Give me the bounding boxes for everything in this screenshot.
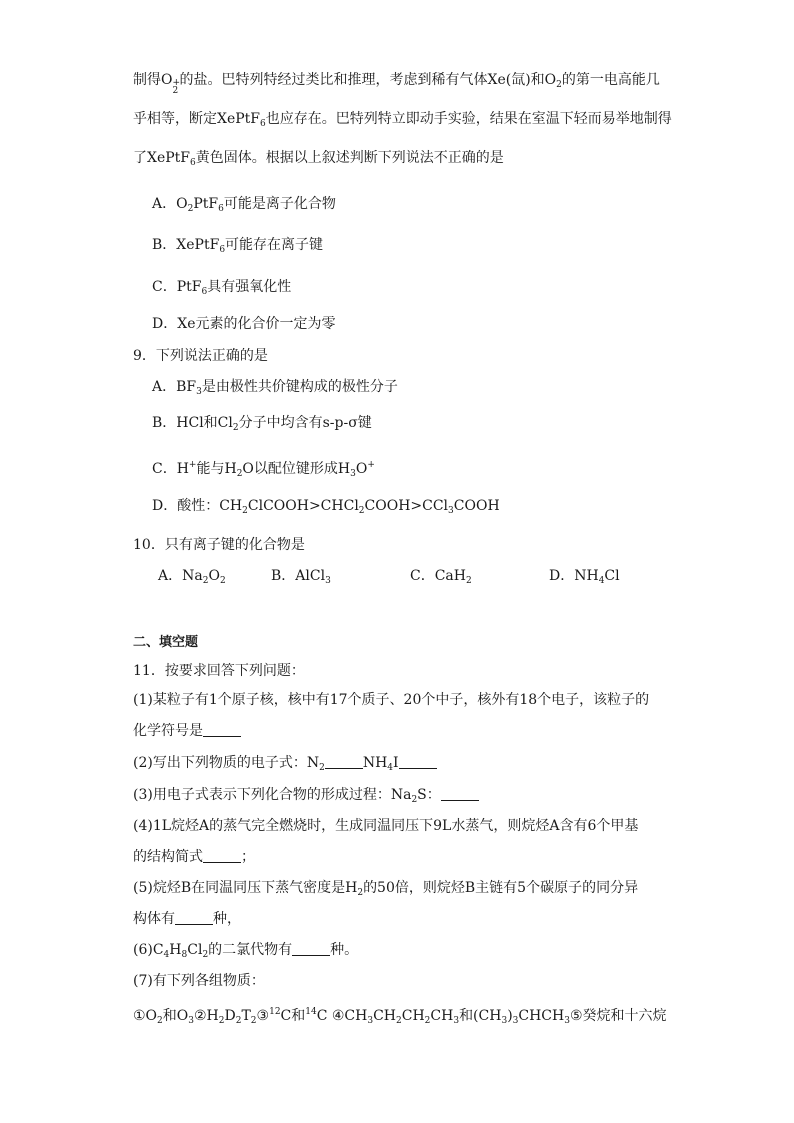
sup: 14 — [305, 1007, 317, 1017]
text: D．NH — [549, 568, 599, 584]
text: (6)C — [133, 942, 164, 958]
text: CHCH — [518, 1008, 565, 1024]
text: 的第一电高能几 — [561, 72, 660, 88]
q11-part-7-list — [133, 1002, 667, 1031]
sub: 3 — [501, 1016, 508, 1026]
text: 构体有 — [133, 911, 175, 927]
sub: 2 — [556, 80, 562, 90]
sub: 2 — [236, 469, 243, 479]
text: Cl — [604, 568, 620, 584]
sub: 2 — [358, 506, 365, 516]
text: 也应存在。巴特列特立即动手实验，结果在室温下轻而易举地制得 — [265, 111, 672, 127]
sub: 2 — [235, 1016, 242, 1026]
text: B．AlCl — [271, 568, 326, 584]
text: 可能存在离子键 — [225, 237, 324, 253]
text: O — [208, 568, 220, 584]
sup: + — [172, 78, 181, 88]
text: C．H — [152, 461, 189, 477]
text: 乎相等，断定XePtF — [133, 111, 261, 127]
q9-option-b — [152, 413, 372, 438]
q11-part-1-line-1: (1)某粒子有1个原子核，核中有17个质子、20个中子，核外有18个电子，该粒子的 — [133, 692, 650, 708]
text: ) — [507, 1008, 513, 1024]
text: B．XePtF — [152, 237, 220, 253]
q11-part-2 — [133, 753, 437, 778]
q10-stem: 10．只有离子键的化合物是 — [133, 537, 305, 553]
intro-line-2 — [133, 109, 672, 134]
sup: 12 — [269, 1007, 281, 1017]
q10-option-b — [271, 566, 331, 591]
sub: 6 — [218, 204, 224, 214]
q8-option-d — [152, 314, 335, 334]
text: NH — [362, 755, 388, 771]
text: PtF — [193, 196, 219, 212]
text: C ④CH — [316, 1008, 368, 1024]
sub: 6 — [190, 158, 196, 168]
sub: 3 — [448, 506, 454, 516]
sub: 2 — [319, 763, 325, 773]
sub: 3 — [512, 1016, 519, 1026]
sub: 3 — [188, 1016, 194, 1026]
q9-stem: 9．下列说法正确的是 — [133, 348, 268, 364]
sub: 2 — [157, 1016, 163, 1026]
q8-option-b — [152, 235, 323, 260]
sub: 2 — [411, 795, 418, 805]
text: 种。 — [330, 942, 359, 958]
text: 化学符号是 — [133, 723, 203, 739]
text: Cl — [187, 942, 203, 958]
answer-blank[interactable] — [399, 754, 437, 769]
text: 是由极性共价键构成的极性分子 — [201, 379, 398, 395]
text: C和 — [280, 1008, 306, 1024]
answer-blank[interactable] — [441, 786, 479, 801]
text: 的盐。巴特列特经过类比和推理，考虑到稀有气体Xe(氙)和O — [179, 72, 557, 88]
sub: 2 — [232, 423, 239, 433]
sub: 3 — [453, 1016, 460, 1026]
text: 分子中均含有s-p-σ键 — [238, 415, 372, 431]
sub: 2 — [357, 888, 364, 898]
text: CH — [430, 1008, 454, 1024]
text: D．Xe元素的化合价一定为零 — [152, 316, 336, 332]
sub: 8 — [181, 950, 188, 960]
text: ③ — [256, 1008, 270, 1024]
text: O — [355, 461, 368, 477]
text: 能与H — [196, 461, 237, 477]
intro-line-3 — [133, 148, 504, 173]
sup: + — [367, 460, 375, 470]
text: D．酸性：CH — [152, 498, 243, 514]
text: ClCOOH>CHCl — [247, 498, 359, 514]
answer-blank[interactable] — [203, 722, 241, 737]
sub: 2 — [187, 204, 194, 214]
sub: 6 — [260, 119, 266, 129]
q11-part-3 — [133, 785, 479, 810]
text: A．BF — [152, 379, 197, 395]
sub: 2 — [218, 1016, 225, 1026]
text: S： — [417, 787, 441, 803]
q9-option-c — [152, 455, 375, 484]
q9-option-d — [152, 496, 500, 521]
text: A．Na — [158, 568, 203, 584]
text: 了XePtF — [133, 150, 191, 166]
text: 制得O — [133, 72, 173, 88]
sub: 2 — [172, 86, 179, 96]
sub: 2 — [424, 1016, 431, 1026]
text: 具有强氧化性 — [207, 279, 292, 295]
text: 和(CH — [459, 1008, 502, 1024]
text: 的结构简式 — [133, 849, 203, 865]
sub: 4 — [598, 576, 605, 586]
q9-option-a — [152, 377, 398, 402]
sub: 4 — [163, 950, 170, 960]
sub: 2 — [396, 1016, 402, 1026]
q11-stem: 11．按要求回答下列问题： — [133, 663, 305, 679]
text: CH — [373, 1008, 397, 1024]
sub: 3 — [350, 469, 356, 479]
section-heading: 二、填空题 — [133, 635, 199, 650]
sub: 3 — [367, 1016, 374, 1026]
sub: 6 — [201, 287, 208, 297]
text: O以配位键形成H — [242, 461, 351, 477]
q11-part-4-line-2 — [133, 847, 255, 867]
text: T — [241, 1008, 251, 1024]
answer-blank[interactable] — [175, 910, 213, 925]
intro-line-1 — [133, 70, 660, 95]
q10-option-a — [158, 566, 226, 591]
text: CH — [401, 1008, 425, 1024]
q8-option-a — [152, 194, 336, 219]
q10-option-c — [410, 566, 472, 591]
answer-blank[interactable] — [292, 941, 330, 956]
text: C．PtF — [152, 279, 202, 295]
text: A．O — [152, 196, 188, 212]
sub: 3 — [325, 576, 331, 586]
sub: 6 — [219, 245, 226, 255]
text: ①O — [133, 1008, 158, 1024]
sub: 2 — [465, 576, 472, 586]
sub: 2 — [219, 576, 226, 586]
text: C．CaH — [410, 568, 466, 584]
text: I — [393, 755, 399, 771]
sup: + — [188, 460, 197, 470]
q11-part-7: (7)有下列各组物质： — [133, 973, 265, 989]
text: ②H — [193, 1008, 219, 1024]
q11-part-5-line-2 — [133, 909, 241, 929]
q10-option-d — [549, 566, 620, 591]
text: B．HCl和Cl — [152, 415, 233, 431]
sub: 2 — [242, 506, 248, 516]
text: (5)烷烃B在同温同压下蒸气密度是H — [133, 880, 358, 896]
text: 和O — [162, 1008, 189, 1024]
text: ； — [241, 849, 255, 865]
text: 可能是离子化合物 — [223, 196, 336, 212]
text: 种， — [213, 911, 241, 927]
sub: 3 — [564, 1016, 570, 1026]
text: 的50倍，则烷烃B主链有5个碳原子的同分异 — [363, 880, 639, 896]
q11-part-4-line-1: (4)1L烷烃A的蒸气完全燃烧时，生成同温同压下9L水蒸气，则烷烃A含有6个甲基 — [133, 818, 639, 834]
answer-blank[interactable] — [203, 848, 241, 863]
text: 的二氯代物有 — [208, 942, 293, 958]
sub: 4 — [387, 763, 394, 773]
text: 黄色固体。根据以上叙述判断下列说法不正确的是 — [195, 150, 504, 166]
text: (3)用电子式表示下列化合物的形成过程：Na — [133, 787, 412, 803]
q11-part-5-line-1 — [133, 878, 638, 903]
sub: 3 — [196, 387, 202, 397]
text: COOH — [453, 498, 500, 514]
q8-option-c — [152, 277, 291, 302]
text: COOH>CCl — [364, 498, 449, 514]
answer-blank[interactable] — [325, 754, 363, 769]
sub: 2 — [250, 1016, 257, 1026]
text: (2)写出下列物质的电子式：N — [133, 755, 320, 771]
text: ⑤癸烷和十六烷 — [569, 1008, 667, 1024]
sub: 2 — [202, 576, 209, 586]
text: D — [224, 1008, 236, 1024]
q11-part-1-line-2 — [133, 721, 241, 741]
sub: 2 — [202, 950, 209, 960]
text: H — [169, 942, 182, 958]
q11-part-6 — [133, 940, 358, 965]
